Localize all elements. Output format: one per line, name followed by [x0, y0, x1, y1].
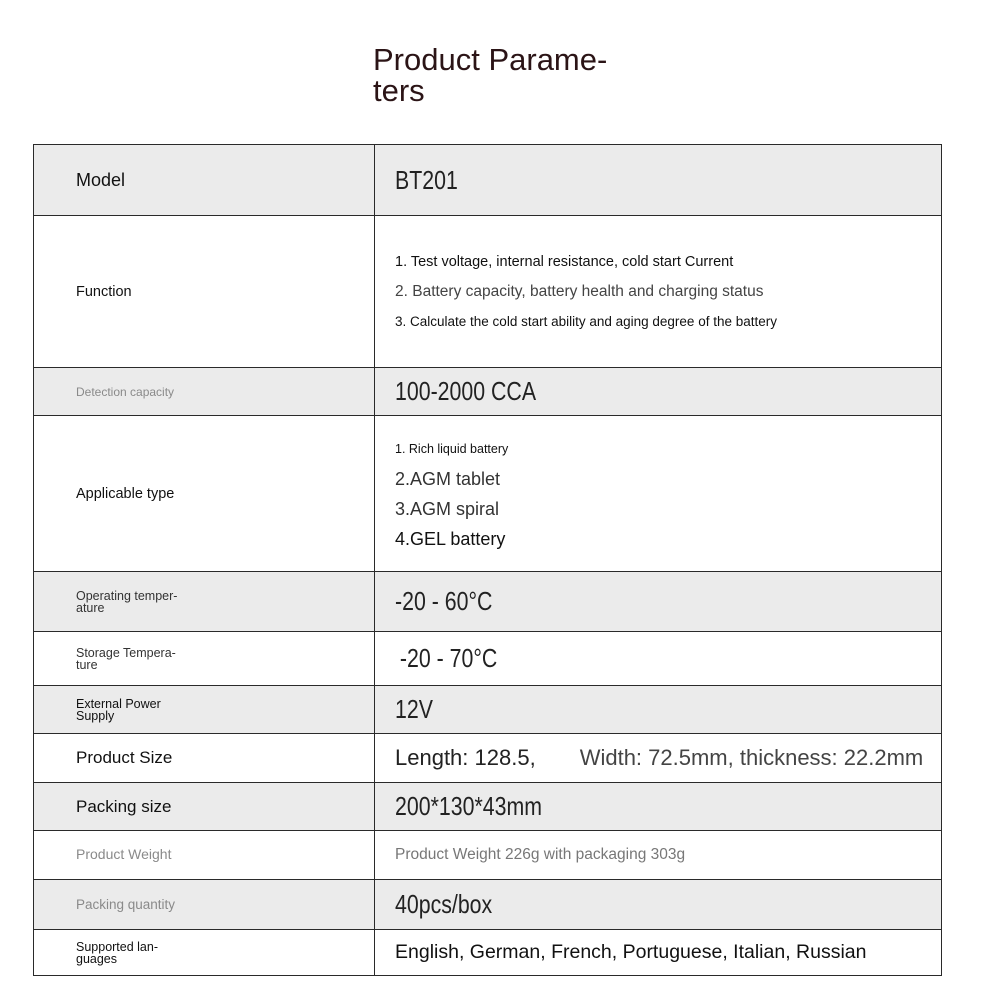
row-detection-capacity [34, 368, 942, 416]
page-title [373, 44, 633, 106]
label-product-size: Product Size [34, 734, 375, 783]
row-product-weight [34, 831, 942, 880]
label-product-weight: Product Weight [34, 831, 375, 880]
function-item-3: 3. Calculate the cold start ability and aging degree of the battery [395, 313, 777, 329]
label-applicable-type: Applicable type [34, 416, 375, 572]
row-storage-temperature [34, 632, 942, 686]
value-operating-temperature: -20 - 60°C [375, 572, 942, 632]
label-detection-capacity: Detection capacity [34, 368, 375, 416]
applicable-item-3: 3.AGM spiral [395, 498, 500, 519]
label-operating-temperature: Operating temper- ature [34, 572, 375, 632]
row-applicable-type [34, 416, 942, 572]
value-external-power: 12V [375, 686, 942, 734]
applicable-item-2: 2.AGM tablet [395, 468, 501, 489]
value-packing-quantity: 40pcs/box [375, 880, 942, 930]
row-packing-size [34, 783, 942, 831]
parameters-table [33, 144, 942, 976]
label-packing-size: Packing size [34, 783, 375, 831]
row-operating-temperature [34, 572, 942, 632]
label-supported-languages: Supported lan- guages [34, 930, 375, 976]
value-supported-languages: English, German, French, Portuguese, Italian, Russian [375, 930, 942, 976]
value-detection-capacity: 100-2000 CCA [375, 368, 942, 416]
function-item-1: 1. Test voltage, internal resistance, cold start Current [395, 253, 734, 270]
row-product-size [34, 734, 942, 783]
applicable-item-1: 1. Rich liquid battery [395, 441, 509, 456]
title-line-2: ters [373, 73, 425, 108]
title-line-1: Product Parame- [373, 42, 608, 77]
label-function: Function [34, 216, 375, 368]
row-packing-quantity [34, 880, 942, 930]
value-packing-size: 200*130*43mm [375, 783, 942, 831]
value-storage-temperature: -20 - 70°C [375, 632, 942, 686]
row-supported-languages [34, 930, 942, 976]
value-product-weight: Product Weight 226g with packaging 303g [375, 831, 942, 880]
row-model [34, 145, 942, 216]
label-external-power: External Power Supply [34, 686, 375, 734]
label-storage-temperature: Storage Tempera- ture [34, 632, 375, 686]
row-function [34, 216, 942, 368]
applicable-item-4: 4.GEL battery [395, 528, 506, 549]
value-applicable-type [375, 416, 942, 572]
label-packing-quantity: Packing quantity [34, 880, 375, 930]
row-external-power [34, 686, 942, 734]
value-model: BT201 [375, 145, 942, 216]
value-product-size: Length: 128.5, Width: 72.5mm, thickness: 22.2mm [375, 734, 942, 783]
value-function [375, 216, 942, 368]
function-item-2: 2. Battery capacity, battery health and charging status [395, 282, 764, 300]
label-model: Model [34, 145, 375, 216]
